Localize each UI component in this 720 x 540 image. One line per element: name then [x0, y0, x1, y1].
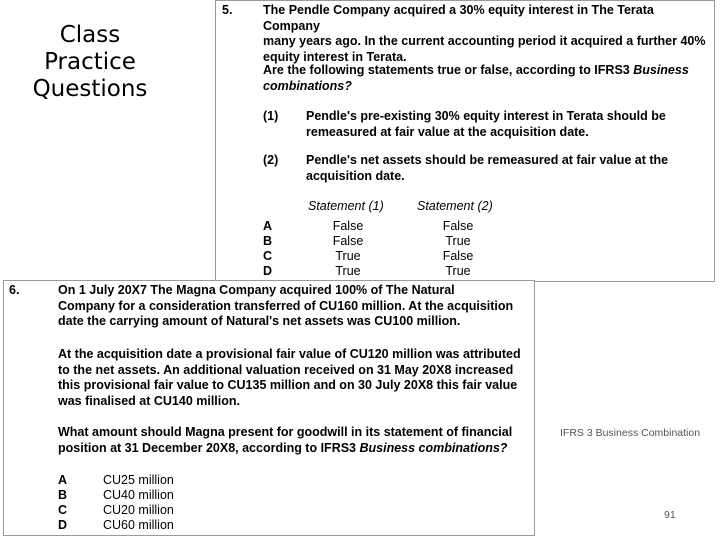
option-letter: D	[58, 518, 68, 532]
option-letter: B	[58, 488, 68, 502]
question-5-number: 5.	[222, 3, 233, 17]
intro-line: The Pendle Company acquired a 30% equity interest in The Terata Company	[263, 3, 654, 33]
answer-option-b[interactable]	[58, 488, 258, 503]
question-6-box	[3, 280, 535, 536]
question-6-number: 6.	[9, 283, 20, 297]
option-letter: A	[263, 219, 273, 233]
statement-2-label: (2)	[263, 153, 279, 167]
option-s1: False	[332, 219, 364, 233]
answer-option-c[interactable]	[263, 249, 523, 264]
option-letter: C	[263, 249, 273, 263]
question-6-prompt	[58, 425, 512, 456]
answer-option-a[interactable]	[58, 473, 258, 488]
statement-line: remeasured at fair value at the acquisition date.	[306, 124, 589, 139]
intro-line: equity interest in Terata.	[263, 49, 407, 64]
option-letter: B	[263, 234, 273, 248]
column-header-statement-1: Statement (1)	[308, 199, 384, 213]
question-5-intro	[263, 3, 714, 65]
option-text: CU40 million	[103, 488, 174, 502]
slide-title-line: Questions	[32, 76, 148, 102]
option-s2: False	[442, 249, 474, 263]
prompt-line-1: What amount should Magna present for goodwill in its statement of financial	[58, 425, 513, 439]
option-text: CU25 million	[103, 473, 174, 487]
slide-title	[20, 22, 160, 103]
option-s2: True	[445, 234, 471, 248]
statement-line: acquisition date.	[306, 168, 405, 183]
prompt-italic-2: combinations?	[263, 78, 352, 93]
option-s1: False	[332, 234, 364, 248]
answer-option-d[interactable]	[263, 264, 523, 279]
option-letter: D	[263, 264, 273, 278]
footer-caption: IFRS 3 Business Combination	[560, 427, 701, 439]
intro-line: many years ago. In the current accounting period it acquired a further 40%	[263, 34, 706, 48]
option-s2: False	[442, 219, 474, 233]
slide-title-line: Practice	[44, 49, 136, 75]
option-letter: C	[58, 503, 68, 517]
answer-option-c[interactable]	[58, 503, 258, 518]
question-5-box	[215, 0, 715, 282]
slide-title-line: Class	[59, 22, 121, 48]
answer-option-a[interactable]	[263, 219, 523, 234]
option-s1: True	[335, 249, 361, 263]
answer-option-b[interactable]	[263, 234, 523, 249]
option-s1: True	[335, 264, 361, 278]
option-s2: True	[445, 264, 471, 278]
column-header-statement-2: Statement (2)	[417, 199, 493, 213]
para-line: On 1 July 20X7 The Magna Company acquired 100% of The Natural	[58, 283, 455, 297]
question-5-prompt	[263, 63, 689, 94]
prompt-line-2	[58, 441, 512, 457]
option-text: CU60 million	[103, 518, 174, 532]
para-line: this provisional fair value to CU135 million and on 30 July 20X8 this fair value	[58, 378, 518, 392]
page-number: 91	[664, 509, 676, 521]
statement-line: Pendle's net assets should be remeasured at fair value at the	[306, 153, 669, 167]
para-line: date the carrying amount of Natural's net assets was CU100 million.	[58, 314, 461, 328]
question-6-para-2	[58, 347, 521, 409]
option-letter: A	[58, 473, 68, 487]
para-line: to the net assets. An additional valuation received on 31 May 20X8 increased	[58, 362, 514, 377]
statement-line: Pendle's pre-existing 30% equity interest in Terata should be	[306, 109, 666, 123]
question-6-para-1	[58, 283, 513, 330]
para-line: At the acquisition date a provisional fair value of CU120 million was attributed	[58, 347, 521, 361]
para-line: Company for a consideration transferred of CU160 million. At the acquisition	[58, 298, 514, 313]
statement-1-text	[306, 109, 666, 140]
prompt-italic: Business combinations?	[359, 440, 508, 455]
prompt-italic-1: Business	[633, 63, 689, 77]
prompt-line-1	[263, 63, 689, 79]
para-line: was finalised at CU140 million.	[58, 393, 241, 408]
statement-2-text	[306, 153, 668, 184]
option-text: CU20 million	[103, 503, 174, 517]
prompt-prefix: Are the following statements true or false, according to IFRS3	[263, 63, 634, 77]
answer-option-d[interactable]	[58, 518, 258, 533]
statement-1-label: (1)	[263, 109, 279, 123]
prompt-prefix: position at 31 December 20X8, according to IFRS3	[58, 440, 360, 455]
